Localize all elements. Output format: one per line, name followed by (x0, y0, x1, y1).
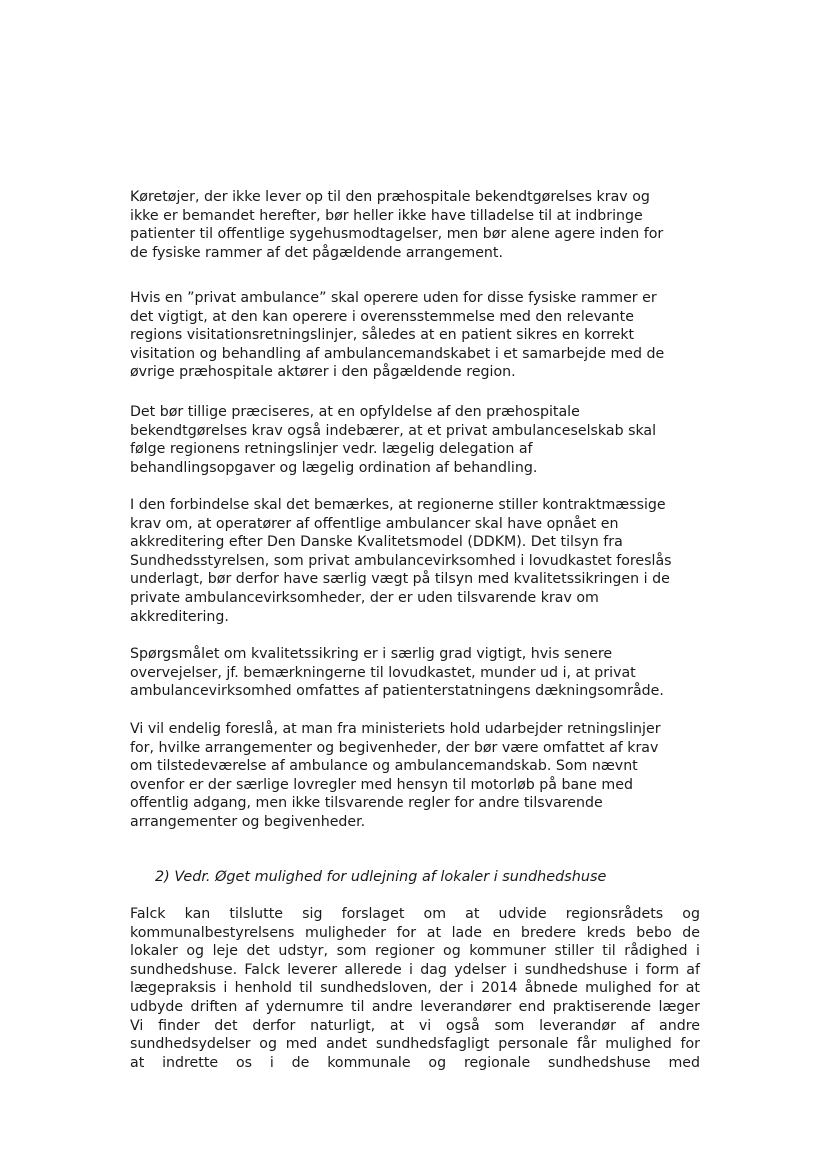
text-line: det vigtigt, at den kan operere i overensstemmelse med den relevante (130, 308, 634, 325)
text-line: følge regionens retningslinjer vedr. lægelig delegation af (130, 441, 533, 458)
text-line: krav om, at operatører af offentlige ambulancer skal have opnået en (130, 515, 619, 532)
text-line: Køretøjer, der ikke lever op til den præhospitale bekendtgørelses krav og (130, 189, 650, 205)
text-line: behandlingsopgaver og lægelig ordination af behandling. (130, 459, 538, 476)
text-line: udbyde driften af ydernumre til andre leverandører end praktiserende læger (130, 998, 700, 1015)
text-line: Vi finder det derfor naturligt, at vi også som leverandør af andre (130, 1017, 700, 1034)
paragraph-kvalitetssikring (130, 645, 700, 701)
text-line: kommunalbestyrelsens muligheder for at lade en bredere kreds bebo de (130, 924, 700, 941)
paragraph-koretojer (130, 188, 700, 262)
text-line: lokaler og leje det udstyr, som regioner og kommuner stiller til rådighed i (130, 943, 700, 960)
text-line: Hvis en ”privat ambulance” skal operere uden for disse fysiske rammer er (130, 290, 657, 306)
text-line: visitation og behandling af ambulancemandskabet i et samarbejde med de (130, 345, 665, 362)
text-line: sundhedshuse. Falck leverer allerede i dag ydelser i sundhedshuse i form af (130, 961, 700, 978)
text-line: offentlig adgang, men ikke tilsvarende regler for andre tilsvarende (130, 795, 603, 812)
text-line: bekendtgørelses krav også indebærer, at et privat ambulanceselskab skal (130, 422, 657, 439)
text-line: Sundhedsstyrelsen, som privat ambulancevirksomhed i lovudkastet foreslås (130, 552, 672, 569)
text-line: akkreditering. (130, 608, 229, 625)
text-line: overvejelser, jf. bemærkningerne til lovudkastet, munder ud i, at privat (130, 664, 636, 681)
paragraph-praeciseres (130, 403, 700, 477)
text-line: ikke er bemandet herefter, bør heller ikke have tilladelse til at indbringe (130, 207, 643, 224)
text-line: patienter til offentlige sygehusmodtagelser, men bør alene agere inden for (130, 226, 664, 243)
text-line: I den forbindelse skal det bemærkes, at regionerne stiller kontraktmæssige (130, 497, 666, 513)
text-line: om tilstedeværelse af ambulance og ambulancemandskab. Som nævnt (130, 758, 638, 775)
text-line: Vi vil endelig foreslå, at man fra ministeriets hold udarbejder retningslinjer (130, 721, 661, 737)
text-line: private ambulancevirksomheder, der er uden tilsvarende krav om (130, 589, 599, 606)
text-line: arrangementer og begivenheder. (130, 813, 366, 830)
text-line: lægepraksis i henhold til sundhedsloven, der i 2014 åbnede mulighed for at (130, 980, 700, 997)
text-line: øvrige præhospitale aktører i den pågældende region. (130, 364, 516, 381)
text-line: Spørgsmålet om kvalitetssikring er i særlig grad vigtigt, hvis senere (130, 646, 613, 662)
text-line: ambulancevirksomhed omfattes af patienterstatningens dækningsområde. (130, 683, 664, 700)
text-line: at indrette os i de kommunale og regionale sundhedshuse med (130, 1054, 700, 1071)
section-heading: 2) Vedr. Øget mulighed for udlejning af lokaler i sundhedshuse (155, 869, 607, 885)
text-line: for, hvilke arrangementer og begivenheder, der bør være omfattet af krav (130, 739, 659, 756)
paragraph-retningslinjer (130, 720, 700, 832)
text-line: akkreditering efter Den Danske Kvalitetsmodel (DDKM). Det tilsyn fra (130, 534, 623, 551)
text-line: Det bør tillige præciseres, at en opfyldelse af den præhospitale (130, 404, 580, 420)
text-line: regions visitationsretningslinjer, således at en patient sikres en korrekt (130, 327, 635, 344)
paragraph-sundhedshuse (130, 905, 700, 1072)
text-line: ovenfor er der særlige lovregler med hensyn til motorløb på bane med (130, 776, 633, 793)
text-line: Falck kan tilslutte sig forslaget om at udvide regionsrådets og (130, 906, 700, 922)
text-line: sundhedsydelser og med andet sundhedsfagligt personale får mulighed for (130, 1036, 700, 1053)
text-line: underlagt, bør derfor have særlig vægt på tilsyn med kvalitetssikringen i de (130, 571, 670, 588)
paragraph-akkreditering (130, 496, 700, 626)
paragraph-privat-ambulance (130, 289, 700, 382)
text-line: de fysiske rammer af det pågældende arrangement. (130, 244, 503, 261)
